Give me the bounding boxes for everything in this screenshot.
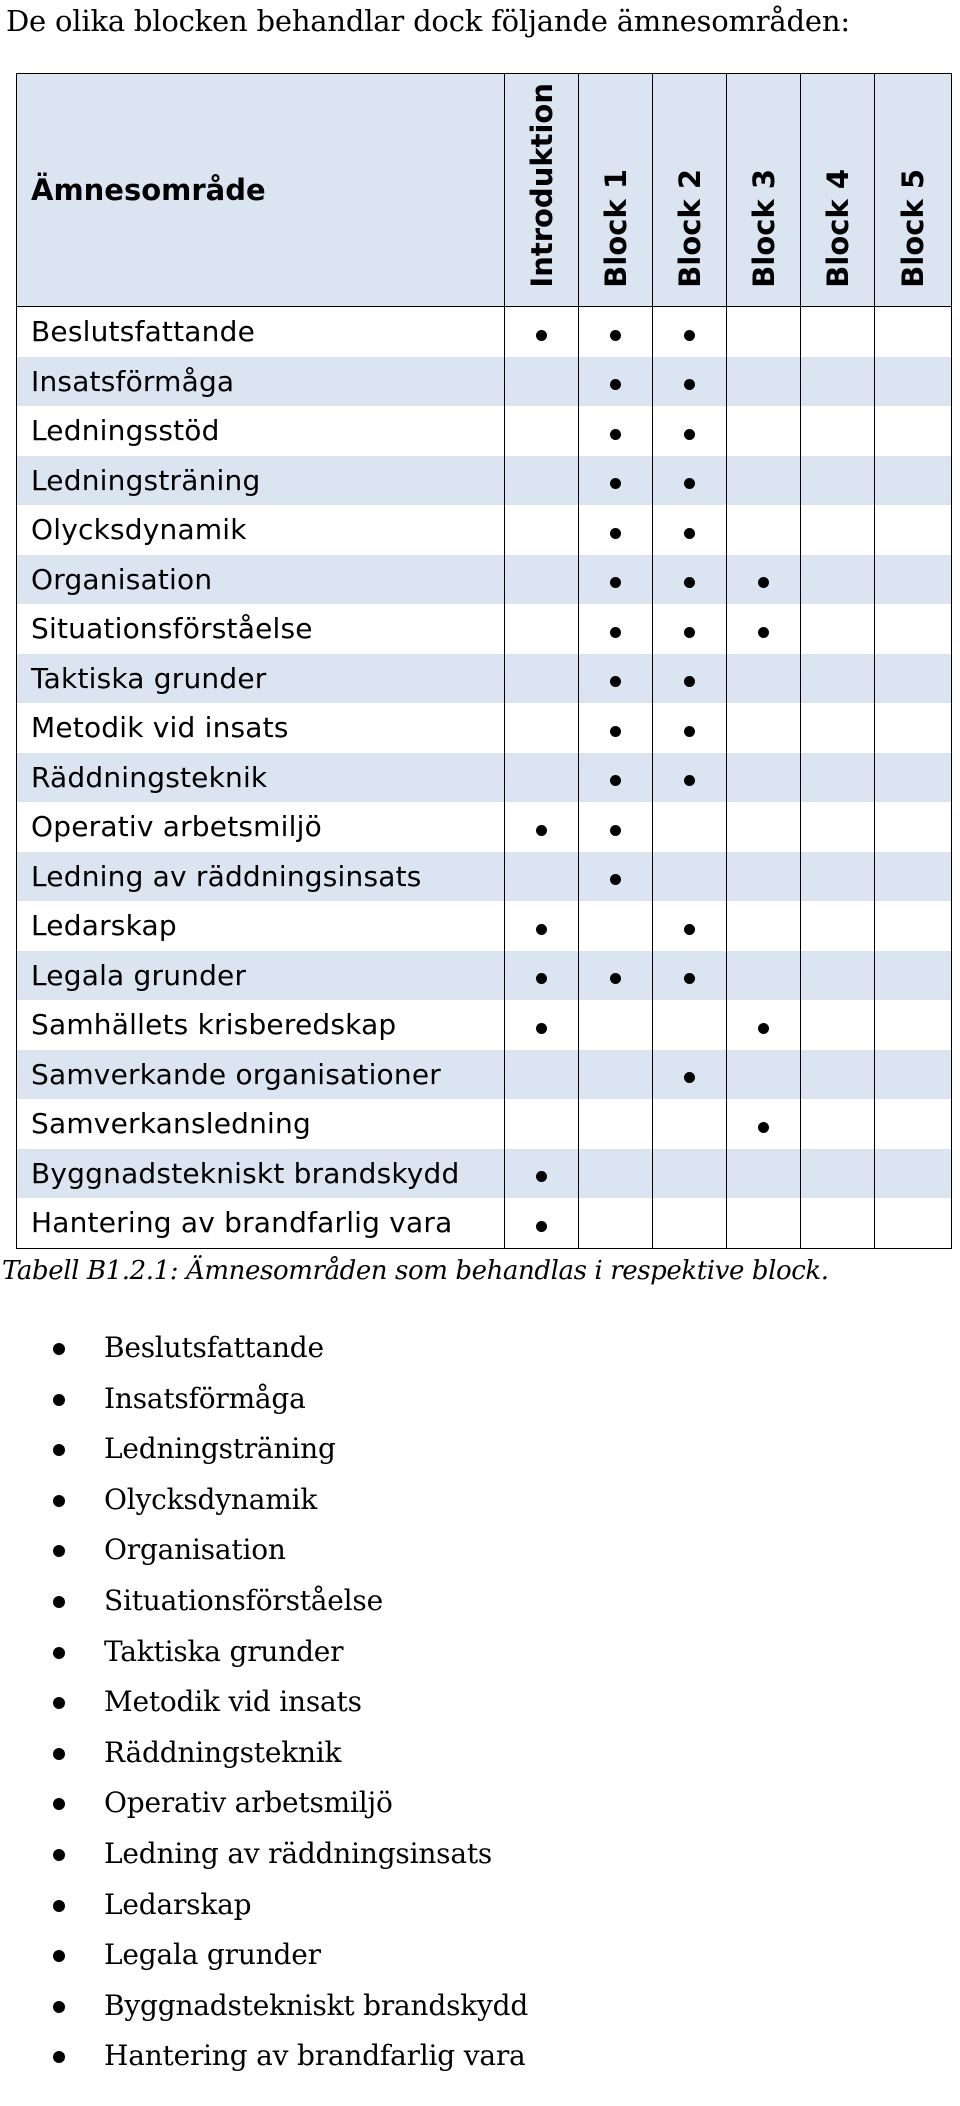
bullet-mark-icon — [610, 775, 621, 786]
mark-cell — [801, 1050, 875, 1100]
bullet-mark-icon — [610, 627, 621, 638]
mark-cell — [801, 1099, 875, 1149]
table-row — [17, 951, 952, 1001]
mark-cell — [727, 852, 801, 902]
bullet-mark-icon — [610, 478, 621, 489]
subject-bullet-list — [0, 1323, 528, 2082]
mark-cell — [727, 901, 801, 951]
mark-cell — [653, 505, 727, 555]
mark-cell — [727, 951, 801, 1001]
bullet-icon — [53, 1748, 65, 1760]
list-item — [0, 1374, 528, 1425]
table-row — [17, 1000, 952, 1050]
mark-cell — [653, 703, 727, 753]
mark-cell — [727, 753, 801, 803]
bullet-mark-icon — [610, 330, 621, 341]
mark-cell — [875, 1050, 952, 1100]
list-item-label: Insatsförmåga — [104, 1381, 306, 1415]
mark-cell — [653, 456, 727, 506]
subject-cell: Samverkansledning — [17, 1099, 505, 1149]
mark-cell — [505, 307, 579, 357]
mark-cell — [653, 555, 727, 605]
mark-cell — [801, 703, 875, 753]
bullet-mark-icon — [610, 429, 621, 440]
mark-cell — [653, 307, 727, 357]
bullet-mark-icon — [684, 330, 695, 341]
list-item — [0, 1677, 528, 1728]
table-row — [17, 703, 952, 753]
list-item-label: Organisation — [104, 1533, 286, 1567]
bullet-mark-icon — [758, 577, 769, 588]
list-item — [0, 1829, 528, 1880]
mark-cell — [727, 802, 801, 852]
mark-cell — [727, 456, 801, 506]
mark-cell — [579, 1099, 653, 1149]
list-item — [0, 1475, 528, 1526]
mark-cell — [505, 802, 579, 852]
bullet-icon — [53, 1849, 65, 1861]
mark-cell — [801, 604, 875, 654]
bullet-icon — [53, 1545, 65, 1557]
list-item-label: Ledningsträning — [104, 1432, 336, 1466]
bullet-icon — [53, 1394, 65, 1406]
list-item-label: Metodik vid insats — [104, 1685, 362, 1719]
column-header-block-5 — [875, 74, 952, 307]
bullet-mark-icon — [610, 726, 621, 737]
mark-cell — [875, 654, 952, 704]
subject-cell: Situationsförståelse — [17, 604, 505, 654]
mark-cell — [801, 901, 875, 951]
table-row — [17, 1050, 952, 1100]
bullet-mark-icon — [610, 825, 621, 836]
bullet-mark-icon — [684, 478, 695, 489]
mark-cell — [727, 1149, 801, 1199]
list-item — [0, 1424, 528, 1475]
mark-cell — [505, 1198, 579, 1248]
mark-cell — [579, 357, 653, 407]
list-item-label: Ledarskap — [104, 1887, 252, 1921]
mark-cell — [505, 951, 579, 1001]
mark-cell — [875, 703, 952, 753]
mark-cell — [505, 1050, 579, 1100]
mark-cell — [653, 357, 727, 407]
bullet-icon — [53, 1950, 65, 1962]
intro-paragraph: De olika blocken behandlar dock följande ämnesområden: — [6, 4, 850, 38]
table-row — [17, 357, 952, 407]
subject-cell: Taktiska grunder — [17, 654, 505, 704]
mark-cell — [653, 951, 727, 1001]
list-item — [0, 1778, 528, 1829]
mark-cell — [653, 753, 727, 803]
bullet-mark-icon — [684, 627, 695, 638]
mark-cell — [801, 456, 875, 506]
mark-cell — [505, 852, 579, 902]
list-item-label: Olycksdynamik — [104, 1482, 318, 1516]
mark-cell — [579, 1050, 653, 1100]
mark-cell — [727, 654, 801, 704]
table-row — [17, 1198, 952, 1248]
table-row — [17, 802, 952, 852]
mark-cell — [801, 852, 875, 902]
bullet-mark-icon — [684, 924, 695, 935]
bullet-mark-icon — [684, 775, 695, 786]
mark-cell — [579, 901, 653, 951]
bullet-mark-icon — [536, 825, 547, 836]
mark-cell — [727, 357, 801, 407]
table-row — [17, 852, 952, 902]
mark-cell — [801, 1149, 875, 1199]
bullet-icon — [53, 1798, 65, 1810]
bullet-mark-icon — [610, 874, 621, 885]
bullet-mark-icon — [536, 330, 547, 341]
mark-cell — [579, 1149, 653, 1199]
subject-cell: Samverkande organisationer — [17, 1050, 505, 1100]
subject-matrix — [16, 73, 952, 1249]
mark-cell — [505, 654, 579, 704]
list-item-label: Hantering av brandfarlig vara — [104, 2039, 526, 2073]
table-row — [17, 1099, 952, 1149]
bullet-mark-icon — [684, 379, 695, 390]
mark-cell — [875, 802, 952, 852]
mark-cell — [727, 505, 801, 555]
subject-cell: Metodik vid insats — [17, 703, 505, 753]
mark-cell — [727, 1000, 801, 1050]
mark-cell — [727, 1099, 801, 1149]
bullet-icon — [53, 1596, 65, 1608]
mark-cell — [875, 456, 952, 506]
mark-cell — [579, 555, 653, 605]
bullet-mark-icon — [684, 973, 695, 984]
mark-cell — [801, 654, 875, 704]
mark-cell — [579, 456, 653, 506]
subject-cell: Ledarskap — [17, 901, 505, 951]
list-item — [0, 2031, 528, 2082]
mark-cell — [875, 555, 952, 605]
mark-cell — [875, 604, 952, 654]
table-row — [17, 654, 952, 704]
mark-cell — [875, 951, 952, 1001]
list-item — [0, 1981, 528, 2032]
mark-cell — [579, 703, 653, 753]
bullet-mark-icon — [610, 379, 621, 390]
subject-area-table — [16, 73, 951, 1249]
mark-cell — [505, 456, 579, 506]
list-item-label: Räddningsteknik — [104, 1735, 342, 1769]
mark-cell — [579, 753, 653, 803]
mark-cell — [875, 753, 952, 803]
mark-cell — [653, 604, 727, 654]
bullet-icon — [53, 1495, 65, 1507]
mark-cell — [653, 406, 727, 456]
bullet-icon — [53, 1647, 65, 1659]
bullet-mark-icon — [610, 676, 621, 687]
list-item — [0, 1930, 528, 1981]
mark-cell — [801, 555, 875, 605]
subject-cell: Ledningsträning — [17, 456, 505, 506]
column-header-label: Block 1 — [598, 169, 633, 288]
mark-cell — [875, 901, 952, 951]
list-item-label: Byggnadstekniskt brandskydd — [104, 1988, 529, 2022]
list-item — [0, 1627, 528, 1678]
list-item — [0, 1576, 528, 1627]
subject-cell: Insatsförmåga — [17, 357, 505, 407]
bullet-icon — [53, 2001, 65, 2013]
mark-cell — [875, 852, 952, 902]
mark-cell — [505, 901, 579, 951]
subject-cell: Ledningsstöd — [17, 406, 505, 456]
bullet-mark-icon — [610, 973, 621, 984]
list-item-label: Operativ arbetsmiljö — [104, 1786, 393, 1820]
mark-cell — [505, 505, 579, 555]
column-header-label: Block 3 — [746, 169, 781, 288]
mark-cell — [801, 1000, 875, 1050]
table-row — [17, 1149, 952, 1199]
column-header-label: Introduktion — [524, 83, 559, 288]
table-row — [17, 901, 952, 951]
column-header-label: Block 4 — [820, 169, 855, 288]
table-header-row — [17, 74, 952, 307]
mark-cell — [875, 1149, 952, 1199]
subject-cell: Räddningsteknik — [17, 753, 505, 803]
mark-cell — [653, 654, 727, 704]
subject-cell: Legala grunder — [17, 951, 505, 1001]
subject-cell: Byggnadstekniskt brandskydd — [17, 1149, 505, 1199]
mark-cell — [505, 357, 579, 407]
mark-cell — [801, 753, 875, 803]
mark-cell — [505, 1099, 579, 1149]
mark-cell — [579, 604, 653, 654]
mark-cell — [875, 357, 952, 407]
mark-cell — [505, 406, 579, 456]
bullet-mark-icon — [684, 1072, 695, 1083]
mark-cell — [727, 406, 801, 456]
mark-cell — [653, 1149, 727, 1199]
mark-cell — [579, 802, 653, 852]
column-header-label: Block 5 — [896, 169, 930, 288]
mark-cell — [653, 901, 727, 951]
bullet-icon — [53, 2051, 65, 2063]
mark-cell — [801, 951, 875, 1001]
bullet-mark-icon — [536, 973, 547, 984]
mark-cell — [579, 307, 653, 357]
bullet-icon — [53, 1343, 65, 1355]
mark-cell — [653, 1000, 727, 1050]
mark-cell — [579, 505, 653, 555]
mark-cell — [801, 357, 875, 407]
table-caption: Tabell B1.2.1: Ämnesområden som behandlas i respektive block. — [2, 1256, 829, 1286]
table-body — [17, 307, 952, 1249]
bullet-mark-icon — [758, 1023, 769, 1034]
mark-cell — [727, 703, 801, 753]
mark-cell — [875, 1000, 952, 1050]
bullet-icon — [53, 1444, 65, 1456]
mark-cell — [875, 505, 952, 555]
table-row — [17, 555, 952, 605]
column-header-block-4 — [801, 74, 875, 307]
column-header-block-1 — [579, 74, 653, 307]
column-header-block-3 — [727, 74, 801, 307]
list-item-label: Legala grunder — [104, 1938, 321, 1972]
mark-cell — [653, 1198, 727, 1248]
bullet-icon — [53, 1900, 65, 1912]
list-item — [0, 1525, 528, 1576]
mark-cell — [505, 753, 579, 803]
bullet-mark-icon — [610, 528, 621, 539]
mark-cell — [579, 852, 653, 902]
list-item-label: Situationsförståelse — [104, 1583, 383, 1617]
bullet-mark-icon — [684, 676, 695, 687]
mark-cell — [505, 604, 579, 654]
mark-cell — [579, 406, 653, 456]
mark-cell — [653, 852, 727, 902]
table-row — [17, 505, 952, 555]
bullet-mark-icon — [536, 1221, 547, 1232]
subject-cell: Organisation — [17, 555, 505, 605]
list-item-label: Ledning av räddningsinsats — [104, 1836, 493, 1870]
mark-cell — [653, 1050, 727, 1100]
mark-cell — [727, 307, 801, 357]
mark-cell — [727, 604, 801, 654]
mark-cell — [505, 1000, 579, 1050]
mark-cell — [653, 802, 727, 852]
bullet-mark-icon — [684, 528, 695, 539]
table-row — [17, 307, 952, 357]
table-row — [17, 456, 952, 506]
mark-cell — [801, 802, 875, 852]
list-item-label: Taktiska grunder — [104, 1634, 344, 1668]
list-item — [0, 1880, 528, 1931]
bullet-mark-icon — [536, 1023, 547, 1034]
list-item — [0, 1323, 528, 1374]
mark-cell — [505, 703, 579, 753]
mark-cell — [579, 1000, 653, 1050]
mark-cell — [727, 1050, 801, 1100]
mark-cell — [875, 1099, 952, 1149]
mark-cell — [579, 654, 653, 704]
bullet-icon — [53, 1697, 65, 1709]
mark-cell — [653, 1099, 727, 1149]
subject-column-header: Ämnesområde — [17, 74, 505, 307]
mark-cell — [579, 951, 653, 1001]
subject-cell: Operativ arbetsmiljö — [17, 802, 505, 852]
subject-cell: Samhällets krisberedskap — [17, 1000, 505, 1050]
mark-cell — [801, 406, 875, 456]
mark-cell — [505, 555, 579, 605]
mark-cell — [579, 1198, 653, 1248]
mark-cell — [875, 307, 952, 357]
column-header-introduktion — [505, 74, 579, 307]
mark-cell — [505, 1149, 579, 1199]
column-header-block-2 — [653, 74, 727, 307]
list-item — [0, 1728, 528, 1779]
bullet-mark-icon — [684, 577, 695, 588]
subject-cell: Beslutsfattande — [17, 307, 505, 357]
mark-cell — [875, 1198, 952, 1248]
mark-cell — [727, 1198, 801, 1248]
mark-cell — [727, 555, 801, 605]
mark-cell — [801, 307, 875, 357]
bullet-mark-icon — [758, 1122, 769, 1133]
bullet-mark-icon — [684, 726, 695, 737]
bullet-mark-icon — [536, 1171, 547, 1182]
mark-cell — [801, 505, 875, 555]
subject-cell: Hantering av brandfarlig vara — [17, 1198, 505, 1248]
mark-cell — [875, 406, 952, 456]
column-header-label: Block 2 — [672, 169, 707, 288]
mark-cell — [801, 1198, 875, 1248]
subject-cell: Ledning av räddningsinsats — [17, 852, 505, 902]
subject-cell: Olycksdynamik — [17, 505, 505, 555]
bullet-mark-icon — [536, 924, 547, 935]
list-item-label: Beslutsfattande — [104, 1331, 324, 1364]
table-row — [17, 753, 952, 803]
bullet-mark-icon — [610, 577, 621, 588]
bullet-mark-icon — [684, 429, 695, 440]
table-row — [17, 406, 952, 456]
bullet-mark-icon — [758, 627, 769, 638]
table-row — [17, 604, 952, 654]
